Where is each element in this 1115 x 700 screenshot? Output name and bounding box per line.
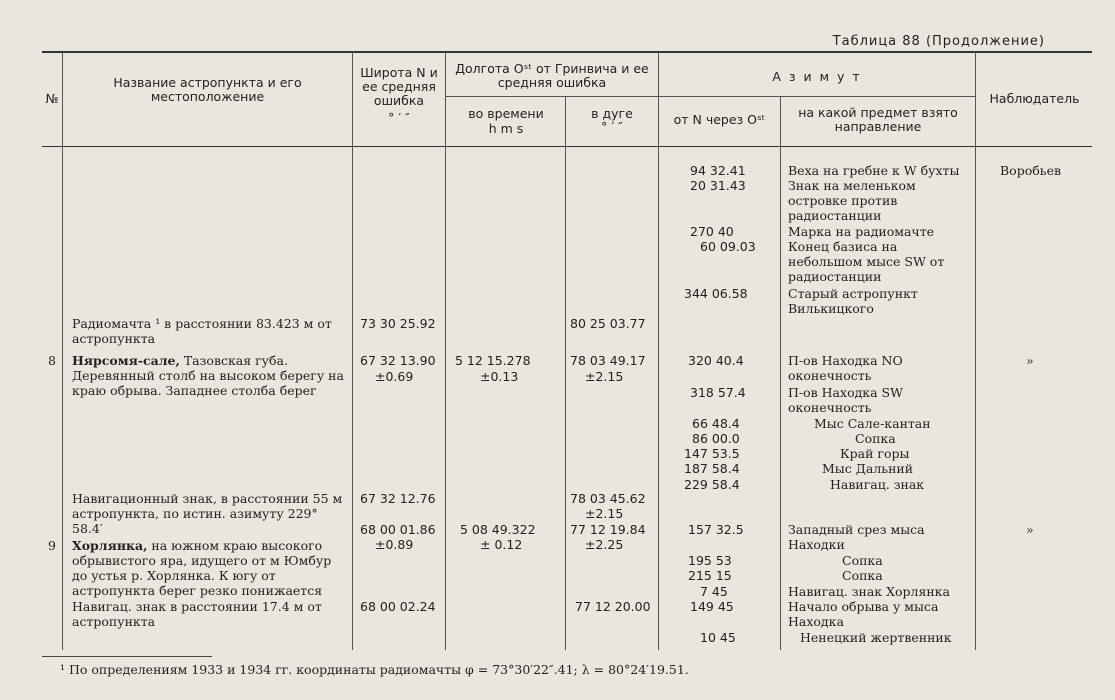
header-lon-arc-units: ° ′ ″ — [601, 119, 623, 134]
azimuth-object: Старый астропункт Вилькицкого — [788, 286, 918, 316]
point-name: Навигационный знак, в расстоянии 55 м астропункта, по истин. азимуту 229° 58.4′ — [72, 491, 343, 536]
observer-ditto: » — [1026, 522, 1034, 537]
latitude: 67 32 13.90 — [360, 353, 436, 368]
azimuth-value: 320 40.4 — [688, 353, 744, 368]
row-number: 9 — [48, 538, 56, 553]
point-name — [72, 353, 350, 398]
azimuth-object: Сопка — [842, 568, 883, 583]
longitude-time-error: ± 0.12 — [480, 537, 523, 552]
longitude-arc-error: ±2.15 — [585, 506, 624, 521]
header-lon-time-units: h m s — [488, 121, 524, 136]
col-divider — [445, 52, 446, 650]
longitude-time: 5 12 15.278 — [455, 353, 531, 368]
azimuth-value: 157 32.5 — [688, 522, 744, 537]
azimuth-object: Навигац. знак Хорлянка — [788, 584, 950, 599]
azimuth-object: Ненецкий жертвенник — [800, 630, 952, 645]
col-divider — [658, 52, 659, 650]
azimuth-value: 7 45 — [700, 584, 728, 599]
footnote-rule — [42, 656, 212, 657]
header-lon-time: во времени — [468, 106, 544, 121]
header-observer: Наблюдатель — [989, 91, 1080, 106]
azimuth-value: 20 31.43 — [690, 178, 746, 193]
longitude-arc: 78 03 49.17 — [570, 353, 646, 368]
longitude-arc: 78 03 45.62 — [570, 491, 646, 506]
col-divider — [780, 96, 781, 650]
longitude-arc: 77 12 20.00 — [575, 599, 651, 614]
longitude-arc: 80 25 03.77 — [570, 316, 646, 331]
header-name: Название астропункта и его местоположение — [113, 75, 302, 104]
azimuth-object: П-ов Находка NO оконечность — [788, 353, 903, 383]
point-title: Хорлянка, — [72, 538, 148, 553]
header-subrule — [659, 96, 975, 97]
observer-ditto: » — [1026, 353, 1034, 368]
latitude-error: ±0.69 — [375, 369, 414, 384]
azimuth-value: 187 58.4 — [684, 461, 740, 476]
longitude-time: 5 08 49.322 — [460, 522, 536, 537]
header-subrule — [446, 96, 658, 97]
azimuth-object: Знак на меленьком островке против радиостанции — [788, 178, 916, 223]
azimuth-object: Край горы — [840, 446, 910, 461]
latitude-error: ±0.89 — [375, 537, 414, 552]
point-name — [72, 538, 350, 598]
latitude: 68 00 01.86 — [360, 522, 436, 537]
footnote: ¹ По определениям 1933 и 1934 гг. координаты радиомачты φ = 73°30′22″.41; λ = 80°24′19.51. — [60, 662, 689, 677]
azimuth-object: Конец базиса на небольшом мысе SW от радиостанции — [788, 239, 945, 284]
azimuth-object: Веха на гребне к W бухты — [788, 163, 960, 178]
header-az-object: на какой предмет взято направление — [798, 105, 958, 134]
header-lon-arc: в дуге — [591, 106, 633, 121]
header-lon: Долгота Oˢᵗ от Гринвича и ее средняя ошибка — [455, 61, 649, 90]
azimuth-value: 318 57.4 — [690, 385, 746, 400]
azimuth-value: 215 15 — [688, 568, 732, 583]
latitude: 68 00 02.24 — [360, 599, 436, 614]
point-location: на южном краю высокого обрывистого яра, идущего от м Юмбур до устья р. Хорлянка. К югу от астропункта берег резко понижается — [72, 538, 332, 598]
azimuth-value: 10 45 — [700, 630, 736, 645]
header-lat-units: ° ′ ″ — [388, 110, 410, 125]
azimuth-object: Сопка — [842, 553, 883, 568]
azimuth-value: 270 40 — [690, 224, 734, 239]
azimuth-object: Западный срез мыса Находки — [788, 522, 925, 552]
longitude-time-error: ±0.13 — [480, 369, 519, 384]
longitude-arc: 77 12 19.84 — [570, 522, 646, 537]
azimuth-value: 344 06.58 — [684, 286, 748, 301]
col-divider — [352, 52, 353, 650]
point-location: Тазовская губа. Деревянный столб на высоком берегу на краю обрыва. Западнее столба берег — [72, 353, 344, 398]
longitude-arc-error: ±2.25 — [585, 537, 624, 552]
azimuth-object: Мыс Дальний — [822, 461, 914, 476]
azimuth-value: 66 48.4 — [692, 416, 740, 431]
point-name: Навигац. знак в расстоянии 17.4 м от астропункта — [72, 599, 322, 629]
col-divider — [565, 96, 566, 650]
col-divider — [975, 52, 976, 650]
latitude: 73 30 25.92 — [360, 316, 436, 331]
azimuth-object: Сопка — [855, 431, 896, 446]
header-lat: Широта N и ее средняя ошибка — [360, 65, 438, 108]
col-divider — [62, 52, 63, 650]
header-azimuth: А з и м у т — [772, 69, 862, 84]
azimuth-value: 147 53.5 — [684, 446, 740, 461]
table-caption: Таблица 88 (Продолжение) — [832, 34, 1045, 49]
azimuth-value: 94 32.41 — [690, 163, 746, 178]
header-rule — [42, 146, 1092, 147]
azimuth-object: Навигац. знак — [830, 477, 925, 492]
azimuth-object: П-ов Находка SW оконечность — [788, 385, 903, 415]
point-title: Нярсомя-сале, — [72, 353, 180, 368]
azimuth-value: 86 00.0 — [692, 431, 740, 446]
azimuth-object: Начало обрыва у мыса Находка — [788, 599, 939, 629]
azimuth-object: Мыс Сале-кантан — [814, 416, 931, 431]
header-no: № — [45, 91, 59, 106]
latitude: 67 32 12.76 — [360, 491, 436, 506]
row-number: 8 — [48, 353, 56, 368]
header-az-value: от N через Oˢᵗ — [673, 112, 766, 127]
longitude-arc-error: ±2.15 — [585, 369, 624, 384]
top-rule — [42, 51, 1092, 53]
azimuth-value: 229 58.4 — [684, 477, 740, 492]
azimuth-value: 149 45 — [690, 599, 734, 614]
azimuth-value: 60 09.03 — [700, 239, 756, 254]
azimuth-object: Марка на радиомачте — [788, 224, 935, 239]
observer-name: Воробьев — [1000, 163, 1062, 178]
azimuth-value: 195 53 — [688, 553, 732, 568]
point-name: Радиомачта ¹ в расстоянии 83.423 м от астропункта — [72, 316, 332, 346]
